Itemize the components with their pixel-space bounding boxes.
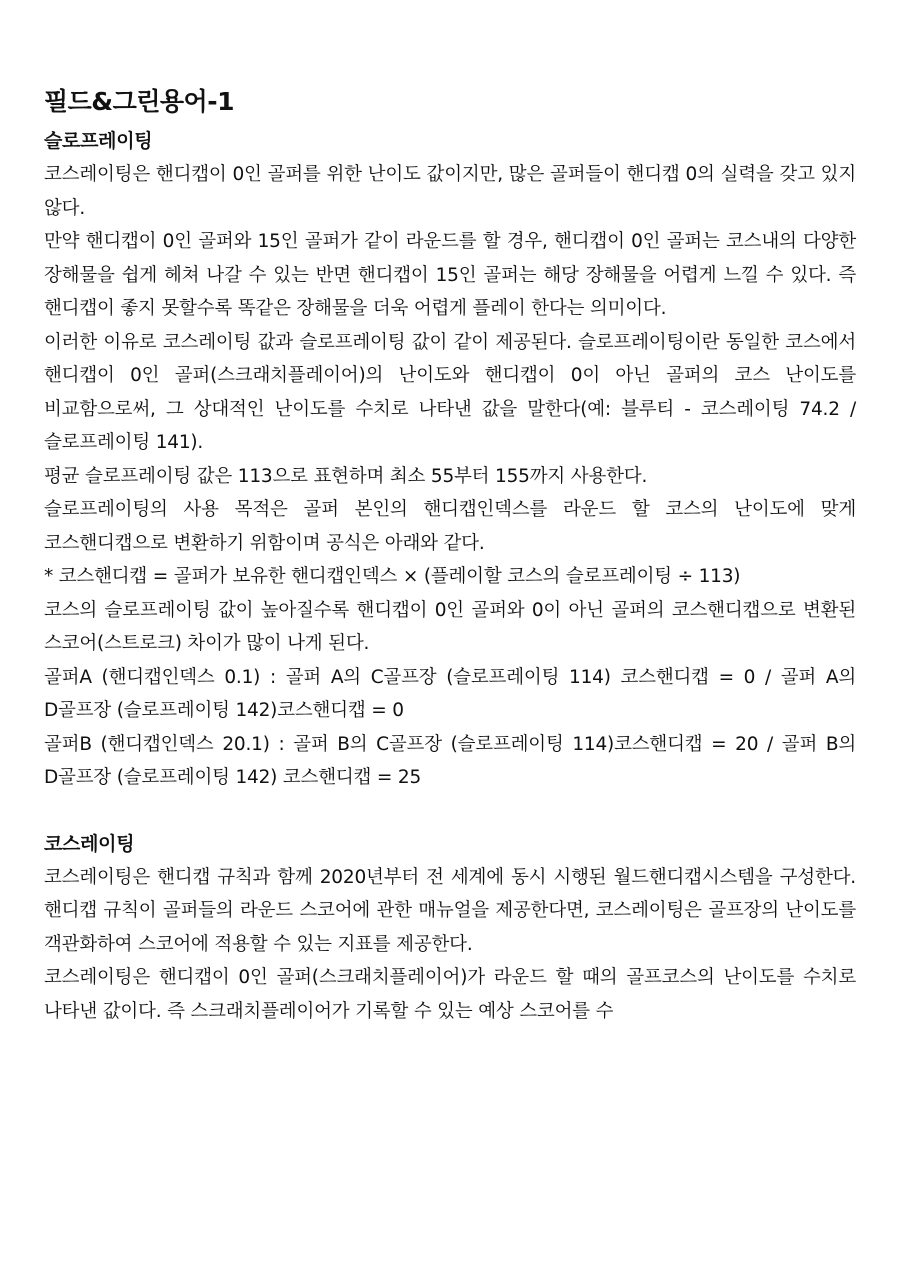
formula-paragraph: * 코스핸디캡 = 골퍼가 보유한 핸디캡인덱스 × (플레이할 코스의 슬로프레이팅 ÷ 113) <box>44 566 741 587</box>
section-spacer <box>44 795 856 829</box>
section-slope-rating <box>44 126 856 795</box>
section-heading: 슬로프레이팅 <box>44 130 153 152</box>
document-title: 필드&그린용어-1 <box>44 87 234 116</box>
section-heading: 코스레이팅 <box>44 832 135 855</box>
paragraph: 슬로프레이팅의 사용 목적은 골퍼 본인의 핸디캡인덱스를 라운드 할 코스의 난이도에 맞게 코스핸디캡으로 변환하기 위함이며 공식은 아래와 같다. <box>44 499 856 554</box>
paragraph: 코스레이팅은 핸디캡이 0인 골퍼(스크래치플레이어)가 라운드 할 때의 골프코스의 난이도를 수치로 나타낸 값이다. 즉 스크래치플레이어가 기록할 수 있는 예상 스코어를 수 <box>44 967 856 1022</box>
paragraph: 코스레이팅은 핸디캡 규칙과 함께 2020년부터 전 세계에 동시 시행된 월드핸디캡시스템을 구성한다. 핸디캡 규칙이 골퍼들의 라운드 스코어에 관한 매뉴얼을 제공한다면, 코스레이팅은 골프장의 난이도를 객관화하여 스코어에 적용할 수 있는 지표를 제공한다. <box>44 866 856 955</box>
paragraph: 만약 핸디캡이 0인 골퍼와 15인 골퍼가 같이 라운드를 할 경우, 핸디캡이 0인 골퍼는 코스내의 다양한 장해물을 쉽게 헤쳐 나갈 수 있는 반면 핸디캡이 15인 골퍼는 해당 장해물을 어렵게 느낄 수 있다. 즉 핸디캡이 좋지 못할수록 똑같은 장해물을 더욱 어렵게 플레이 한다는 의미이다. <box>44 231 856 319</box>
document-page <box>44 84 856 1028</box>
example-golfer-b: 골퍼B (핸디캡인덱스 20.1) : 골퍼 B의 C골프장 (슬로프레이팅 114)코스핸디캡 = 20 / 골퍼 B의 D골프장 (슬로프레이팅 142) 코스핸디캡 = 25 <box>44 733 856 788</box>
paragraph: 코스의 슬로프레이팅 값이 높아질수록 핸디캡이 0인 골퍼와 0이 아닌 골퍼의 코스핸디캡으로 변환된 스코어(스트로크) 차이가 많이 나게 된다. <box>44 599 856 654</box>
paragraph: 평균 슬로프레이팅 값은 113으로 표현하며 최소 55부터 155까지 사용한다. <box>44 465 648 487</box>
paragraph: 이러한 이유로 코스레이팅 값과 슬로프레이팅 값이 같이 제공된다. 슬로프레이팅이란 동일한 코스에서 핸디캡이 0인 골퍼(스크래치플레이어)의 난이도와 핸디캡이 0이 아닌 골퍼의 코스 난이도를 비교함으로써, 그 상대적인 난이도를 수치로 나타낸 값을 말한다(예: 블루티 - 코스레이팅 74.2 / 슬로프레이팅 141). <box>44 331 856 453</box>
section-course-rating <box>44 829 856 1029</box>
paragraph: 코스레이팅은 핸디캡이 0인 골퍼를 위한 난이도 값이지만, 많은 골퍼들이 핸디캡 0의 실력을 갖고 있지 않다. <box>44 164 856 219</box>
example-golfer-a: 골퍼A (핸디캡인덱스 0.1) : 골퍼 A의 C골프장 (슬로프레이팅 114) 코스핸디캡 = 0 / 골퍼 A의 D골프장 (슬로프레이팅 142)코스핸디캡 = 0 <box>44 666 856 721</box>
